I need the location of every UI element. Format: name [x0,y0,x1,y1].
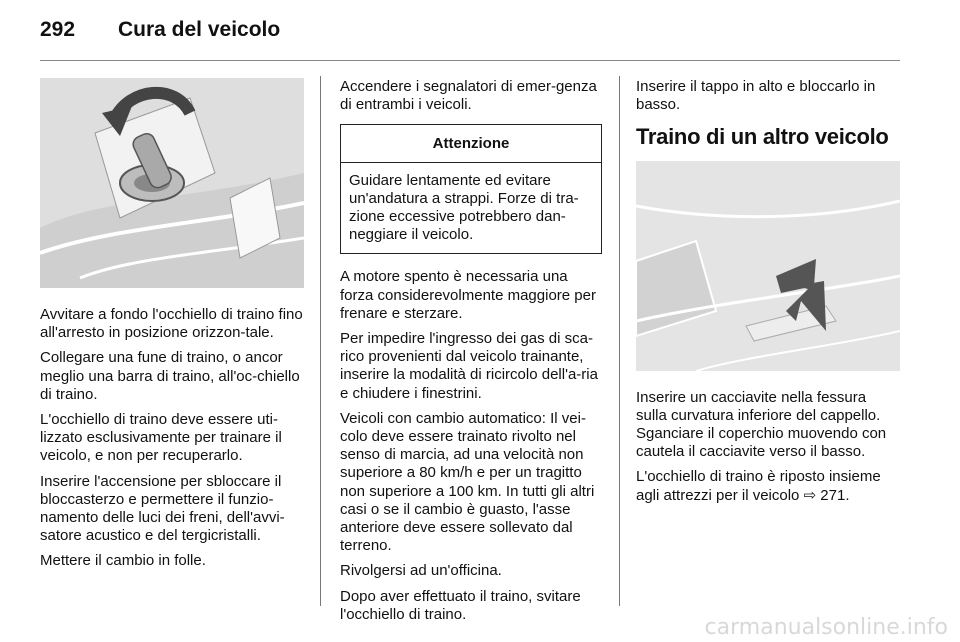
section-title: Traino di un altro veicolo [636,124,889,150]
paragraph: L'occhiello di traino è riposto insieme agli attrezzi per il veicolo ⇨ 271. [636,468,881,504]
tow-eye-screw-illustration [40,78,304,288]
bumper-cap-illustration [636,161,900,371]
paragraph: Inserire l'accensione per sbloccare il bloccasterzo e permettere il funzio-namento delle luci dei freni, dell'avvi-satore acustico e del tergicristalli. [40,472,285,545]
paragraph: L'occhiello di traino deve essere uti-lizzato esclusivamente per trainare il veicolo, e non per recuperarlo. [40,411,282,465]
paragraph: Accendere i segnalatori di emer-genza di entrambi i veicoli. [340,78,597,114]
header-divider [40,60,900,61]
paragraph: Avvitare a fondo l'occhiello di traino fino all'arresto in posizione orizzon-tale. [40,306,303,342]
warning-text: Guidare lentamente ed evitare un'andatura a strappi. Forze di tra-zione eccessive potrebbero dan-neggiare il veicolo. [349,171,579,244]
column-3 [636,78,900,512]
paragraph: Veicoli con cambio automatico: Il vei-colo deve essere trainato rivolto nel senso di marcia, ad una velocità non superiore a 80 km/h e per un tragitto non superiore a 100 km. In tutti gli altri casi o se il cambio è guasto, l'asse anteriore deve essere sollevato dal terreno. [340,409,595,555]
tow-eye-illustration-graphic [40,78,304,288]
paragraph: Mettere il cambio in folle. [40,552,206,570]
warning-box [340,124,602,254]
paragraph: Inserire il tappo in alto e bloccarlo in basso. [636,78,876,114]
paragraph: Per impedire l'ingresso dei gas di sca-rico provenienti dal veicolo trainante, inserire la modalità di ricircolo dell'a-ria e chiudere i finestrini. [340,330,598,402]
chapter-title: Cura del veicolo [118,18,281,41]
warning-title: Attenzione [341,125,601,162]
paragraph: A motore spento è necessaria una forza considerevolmente maggiore per frenare e sterzare. [340,268,596,322]
bumper-cap-illustration-graphic [636,161,900,371]
paragraph: Inserire un cacciavite nella fessura sulla curvatura inferiore del cappello. Sganciare il coperchio muovendo con cautela il cacciavite verso il basso. [636,388,887,461]
paragraph: Dopo aver effettuato il traino, svitare l'occhiello di traino. [340,587,581,623]
watermark-text: carmanualsonline.info [704,615,948,640]
column-1 [40,78,304,578]
paragraph: Collegare una fune di traino, o ancor meglio una barra di traino, all'oc-chiello di traino. [40,349,300,403]
column-2 [340,78,602,631]
paragraph: Rivolgersi ad un'officina. [340,562,502,580]
page-header [40,18,900,58]
column-divider-1 [320,76,321,606]
page-number: 292 [40,18,76,41]
column-divider-2 [619,76,620,606]
